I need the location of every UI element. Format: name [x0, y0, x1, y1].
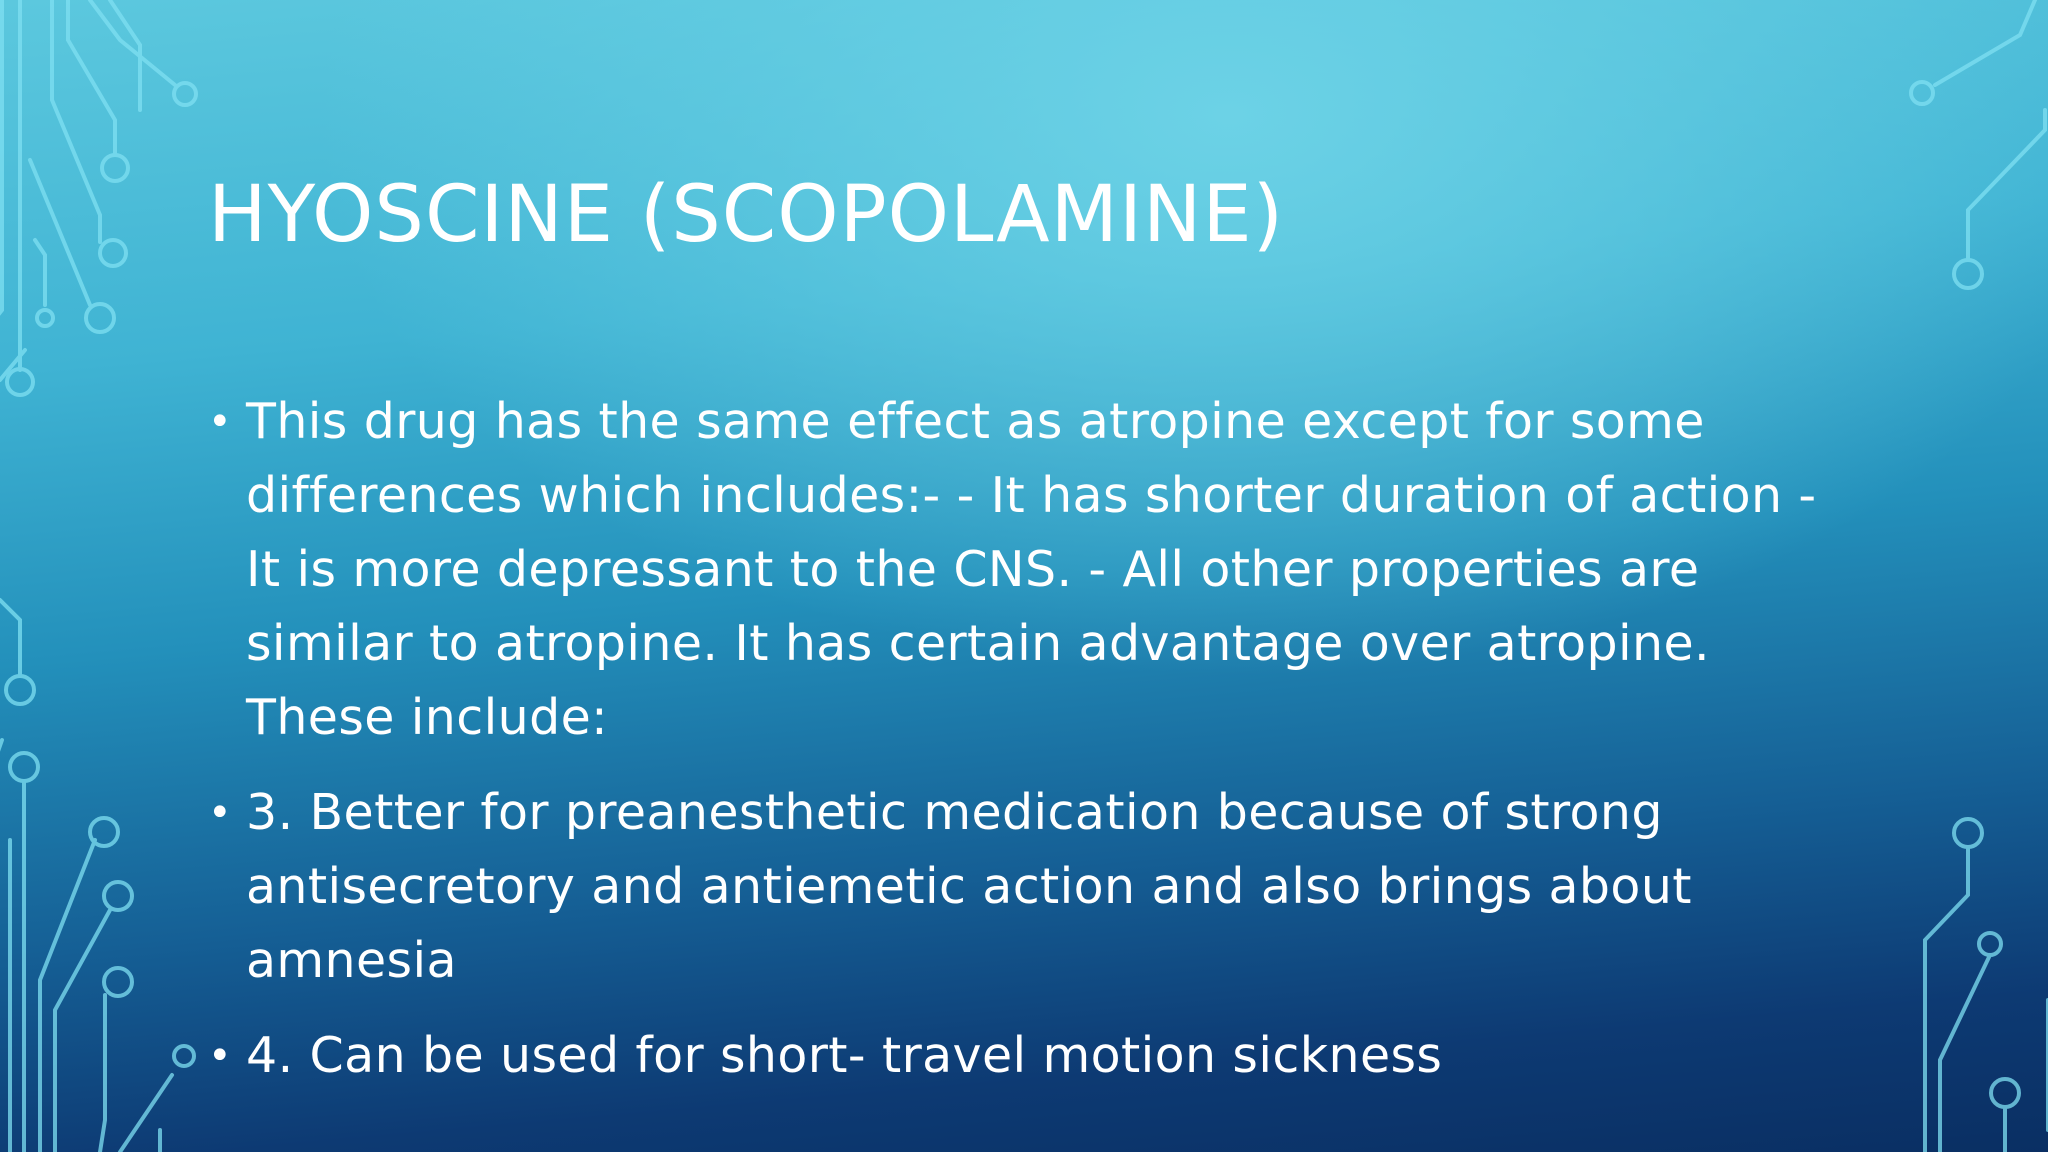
bullet-marker: • [208, 1033, 232, 1079]
bullet-marker: • [208, 790, 232, 836]
bullet-item [208, 1019, 1848, 1093]
bullet-list [208, 385, 1848, 1114]
bullet-text: 3. Better for preanesthetic medication because of strong antisecretory and antiemetic action and also brings about amnesia [246, 784, 1692, 989]
bullet-item [208, 385, 1848, 755]
slide-title: HYOSCINE (SCOPOLAMINE) [208, 170, 1285, 260]
bullet-marker: • [208, 399, 232, 445]
bullet-text: 4. Can be used for short- travel motion sickness [246, 1027, 1443, 1084]
bullet-text: This drug has the same effect as atropine except for some differences which includes:- - It has shorter duration of action - It is more depressant to the CNS. - All other properties are similar to atropine. It has certain advantage over atropine. These include: [246, 393, 1817, 746]
bullet-item [208, 776, 1848, 998]
